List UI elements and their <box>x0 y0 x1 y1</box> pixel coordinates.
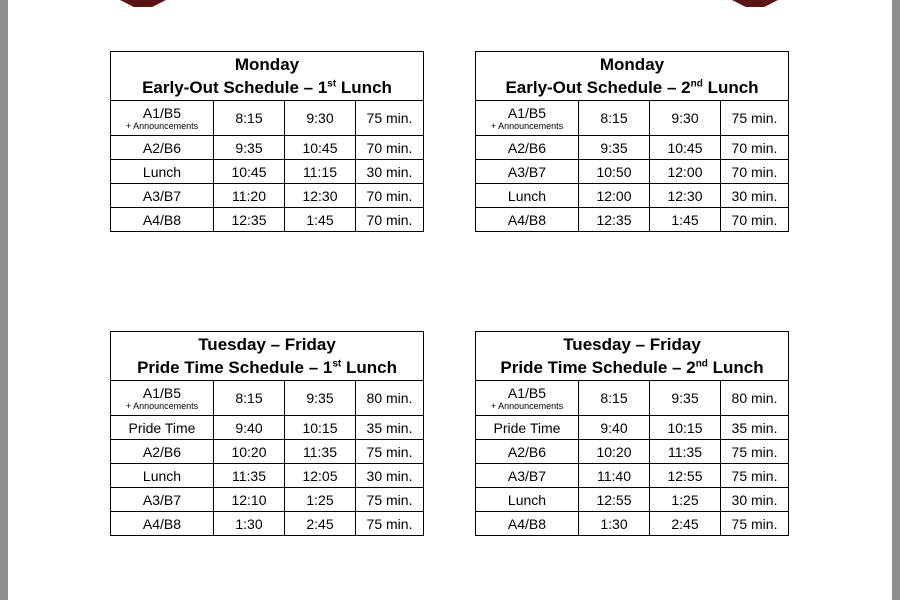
schedule-title-lunch: Lunch <box>336 78 392 97</box>
duration: 75 min. <box>356 440 424 464</box>
schedule-title-lunch: Lunch <box>707 358 764 377</box>
period-cell <box>476 381 579 416</box>
end-time: 1:45 <box>285 208 356 232</box>
start-time: 1:30 <box>214 512 285 536</box>
table-row <box>111 488 424 512</box>
table-row <box>111 101 424 136</box>
end-time: 1:25 <box>650 488 721 512</box>
period-name: A3/B7 <box>476 160 579 184</box>
schedule-title-name: Pride Time Schedule – 1 <box>137 358 333 377</box>
duration: 75 min. <box>356 101 424 136</box>
schedule-title-name: Early-Out Schedule – 2 <box>505 78 691 97</box>
end-time: 12:00 <box>650 160 721 184</box>
header-ornament-left <box>120 0 166 7</box>
period-name: A1/B5 <box>507 104 547 121</box>
period-name: Lunch <box>111 464 214 488</box>
table-row <box>476 464 789 488</box>
period-name: A2/B6 <box>476 136 579 160</box>
duration: 75 min. <box>356 488 424 512</box>
monday-second-lunch-schedule <box>475 51 789 232</box>
duration: 70 min. <box>721 136 789 160</box>
duration: 75 min. <box>721 440 789 464</box>
schedule-title-day: Tuesday – Friday <box>198 335 336 354</box>
schedule-title-day: Tuesday – Friday <box>563 335 701 354</box>
pride-time-first-lunch-schedule <box>110 331 424 536</box>
start-time: 10:45 <box>214 160 285 184</box>
period-cell <box>111 101 214 136</box>
period-name: A1/B5 <box>142 104 182 121</box>
start-time: 8:15 <box>214 101 285 136</box>
duration: 70 min. <box>721 208 789 232</box>
duration: 70 min. <box>356 208 424 232</box>
end-time: 9:30 <box>650 101 721 136</box>
period-name: A1/B5 <box>142 384 182 401</box>
end-time: 12:55 <box>650 464 721 488</box>
period-note: + Announcements <box>490 400 564 411</box>
table-row <box>111 512 424 536</box>
period-name: A1/B5 <box>507 384 547 401</box>
duration: 80 min. <box>356 381 424 416</box>
start-time: 8:15 <box>214 381 285 416</box>
monday-first-lunch-schedule <box>110 51 424 232</box>
end-time: 2:45 <box>285 512 356 536</box>
start-time: 12:35 <box>214 208 285 232</box>
end-time: 11:35 <box>285 440 356 464</box>
ordinal-suffix: st <box>332 358 342 370</box>
schedule-title-lunch: Lunch <box>702 78 759 97</box>
end-time: 10:45 <box>285 136 356 160</box>
end-time: 9:35 <box>650 381 721 416</box>
page-left-edge <box>0 0 8 600</box>
schedule-title-day: Monday <box>599 55 665 74</box>
start-time: 9:40 <box>214 416 285 440</box>
period-cell <box>476 101 579 136</box>
start-time: 10:20 <box>579 440 650 464</box>
schedule-title-day: Monday <box>234 55 300 74</box>
start-time: 10:20 <box>214 440 285 464</box>
period-name: A2/B6 <box>111 440 214 464</box>
table-row <box>476 381 789 416</box>
duration: 35 min. <box>356 416 424 440</box>
start-time: 12:10 <box>214 488 285 512</box>
schedule-title <box>111 52 424 101</box>
duration: 30 min. <box>721 184 789 208</box>
table-row <box>476 488 789 512</box>
table-row <box>111 208 424 232</box>
period-name: A4/B8 <box>111 208 214 232</box>
table-row <box>476 512 789 536</box>
schedule-title <box>111 332 424 381</box>
end-time: 11:15 <box>285 160 356 184</box>
period-note: + Announcements <box>125 400 199 411</box>
end-time: 1:45 <box>650 208 721 232</box>
duration: 75 min. <box>356 512 424 536</box>
table-row <box>476 416 789 440</box>
duration: 75 min. <box>721 512 789 536</box>
duration: 70 min. <box>356 184 424 208</box>
start-time: 1:30 <box>579 512 650 536</box>
end-time: 2:45 <box>650 512 721 536</box>
period-name: A4/B8 <box>111 512 214 536</box>
duration: 30 min. <box>356 464 424 488</box>
end-time: 10:45 <box>650 136 721 160</box>
period-note: + Announcements <box>125 120 199 131</box>
start-time: 9:35 <box>579 136 650 160</box>
table-row <box>111 440 424 464</box>
page-right-edge <box>892 0 900 600</box>
duration: 70 min. <box>356 136 424 160</box>
start-time: 9:35 <box>214 136 285 160</box>
period-name: A3/B7 <box>476 464 579 488</box>
period-name: Pride Time <box>111 416 214 440</box>
start-time: 11:40 <box>579 464 650 488</box>
period-name: A2/B6 <box>476 440 579 464</box>
table-row <box>476 440 789 464</box>
period-name: Pride Time <box>476 416 579 440</box>
period-name: A3/B7 <box>111 184 214 208</box>
end-time: 12:30 <box>285 184 356 208</box>
table-row <box>111 136 424 160</box>
table-row <box>476 101 789 136</box>
ordinal-suffix: nd <box>690 78 703 90</box>
schedule-title-name: Pride Time Schedule – 2 <box>500 358 696 377</box>
start-time: 12:00 <box>579 184 650 208</box>
start-time: 12:35 <box>579 208 650 232</box>
table-row <box>476 184 789 208</box>
end-time: 1:25 <box>285 488 356 512</box>
table-row <box>111 464 424 488</box>
period-name: A3/B7 <box>111 488 214 512</box>
table-row <box>111 160 424 184</box>
end-time: 10:15 <box>650 416 721 440</box>
start-time: 9:40 <box>579 416 650 440</box>
period-name: Lunch <box>111 160 214 184</box>
start-time: 8:15 <box>579 381 650 416</box>
header-ornament-right <box>732 0 778 7</box>
schedule-title-name: Early-Out Schedule – 1 <box>142 78 328 97</box>
period-name: A2/B6 <box>111 136 214 160</box>
end-time: 9:30 <box>285 101 356 136</box>
duration: 80 min. <box>721 381 789 416</box>
duration: 75 min. <box>721 464 789 488</box>
duration: 35 min. <box>721 416 789 440</box>
start-time: 8:15 <box>579 101 650 136</box>
table-row <box>476 160 789 184</box>
start-time: 11:20 <box>214 184 285 208</box>
table-row <box>476 208 789 232</box>
table-row <box>111 381 424 416</box>
start-time: 12:55 <box>579 488 650 512</box>
period-note: + Announcements <box>490 120 564 131</box>
pride-time-second-lunch-schedule <box>475 331 789 536</box>
schedule-title <box>476 52 789 101</box>
table-row <box>476 136 789 160</box>
table-row <box>111 416 424 440</box>
schedule-title <box>476 332 789 381</box>
end-time: 10:15 <box>285 416 356 440</box>
period-name: A4/B8 <box>476 512 579 536</box>
end-time: 9:35 <box>285 381 356 416</box>
period-cell <box>111 381 214 416</box>
period-name: A4/B8 <box>476 208 579 232</box>
ordinal-suffix: nd <box>695 358 708 370</box>
period-name: Lunch <box>476 488 579 512</box>
end-time: 12:05 <box>285 464 356 488</box>
duration: 30 min. <box>721 488 789 512</box>
end-time: 12:30 <box>650 184 721 208</box>
duration: 30 min. <box>356 160 424 184</box>
period-name: Lunch <box>476 184 579 208</box>
start-time: 10:50 <box>579 160 650 184</box>
ordinal-suffix: st <box>327 78 337 90</box>
schedule-title-lunch: Lunch <box>341 358 397 377</box>
end-time: 11:35 <box>650 440 721 464</box>
table-row <box>111 184 424 208</box>
start-time: 11:35 <box>214 464 285 488</box>
duration: 70 min. <box>721 160 789 184</box>
duration: 75 min. <box>721 101 789 136</box>
